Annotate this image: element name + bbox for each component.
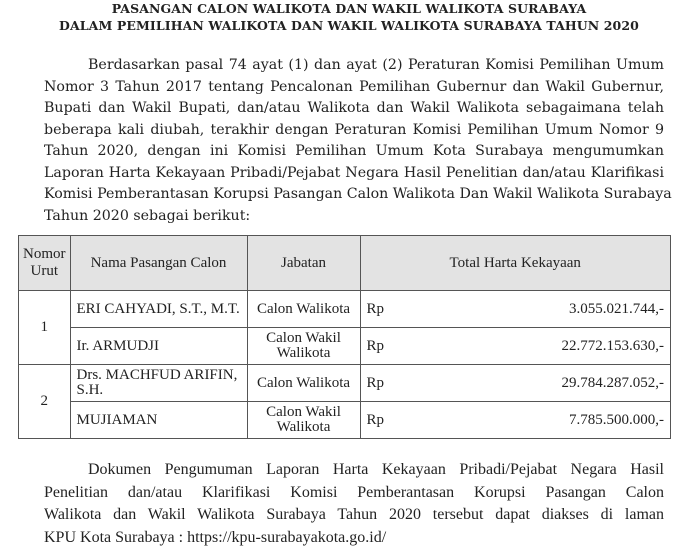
candidate-name: Ir. ARMUDJI xyxy=(70,328,247,365)
intro-paragraph xyxy=(0,55,672,227)
header-role: Jabatan xyxy=(247,236,360,291)
currency: Rp xyxy=(360,402,400,439)
currency: Rp xyxy=(360,328,400,365)
table-header xyxy=(19,236,671,291)
table-row xyxy=(19,328,671,365)
candidate-role: Calon Walikota xyxy=(247,291,360,328)
candidate-name: Drs. MACHFUD ARIFIN, S.H. xyxy=(70,365,247,402)
wealth-table xyxy=(18,235,671,439)
closing-line: KPU Kota Surabaya : https://kpu-surabayakota.go.id/ xyxy=(44,528,387,546)
amount: 29.784.287.052,- xyxy=(400,365,671,402)
candidate-name: ERI CAHYADI, S.T., M.T. xyxy=(70,291,247,328)
table-row xyxy=(19,291,671,328)
intro-line: Tahun 2020, dengan ini Komisi Pemilihan Umum Kota Surabaya mengumumkan xyxy=(44,143,664,159)
candidate-role: Calon Wakil Walikota xyxy=(247,328,360,365)
table-row xyxy=(19,402,671,439)
amount: 3.055.021.744,- xyxy=(400,291,671,328)
intro-line: Komisi Pemberantasan Korupsi Pasangan Calon Walikota Dan Wakil Walikota Surabaya xyxy=(44,186,672,202)
intro-line: Berdasarkan pasal 74 ayat (1) dan ayat (2) Peraturan Komisi Pemilihan Umum xyxy=(88,57,664,73)
amount: 7.785.500.000,- xyxy=(400,402,671,439)
closing-line: Walikota dan Wakil Walikota Surabaya Tahun 2020 tersebut dapat diakses di laman xyxy=(44,506,664,524)
candidate-name: MUJIAMAN xyxy=(70,402,247,439)
title-line-2: DALAM PEMILIHAN WALIKOTA DAN WAKIL WALIKOTA SURABAYA TAHUN 2020 xyxy=(59,18,639,33)
intro-line: beberapa kali diubah, terakhir dengan Peraturan Komisi Pemilihan Umum Nomor 9 xyxy=(44,121,664,138)
closing-line: Dokumen Pengumuman Laporan Harta Kekayaan Pribadi/Pejabat Negara Hasil xyxy=(88,461,664,478)
currency: Rp xyxy=(360,365,400,402)
table-row xyxy=(19,365,671,402)
currency: Rp xyxy=(360,291,400,328)
closing-paragraph xyxy=(0,459,664,549)
intro-line: Nomor 3 Tahun 2017 tentang Pencalonan Pemilihan Gubernur dan Wakil Gubernur, xyxy=(44,78,664,95)
closing-line: Penelitian dan/atau Klarifikasi Komisi Pemberantasan Korupsi Pasangan Calon xyxy=(44,483,664,501)
candidate-role: Calon Walikota xyxy=(247,365,360,402)
intro-line: Laporan Harta Kekayaan Pribadi/Pejabat Negara Hasil Penelitian dan/atau Klarifikasi xyxy=(44,164,664,181)
title-line-1: PASANGAN CALON WALIKOTA DAN WAKIL WALIKOTA SURABAYA xyxy=(111,1,587,16)
header-name: Nama Pasangan Calon xyxy=(70,236,247,291)
amount: 22.772.153.630,- xyxy=(400,328,671,365)
pair-number: 1 xyxy=(19,291,71,365)
header-no: Nomor Urut xyxy=(19,236,71,291)
header-wealth: Total Harta Kekayaan xyxy=(360,236,671,291)
pair-number: 2 xyxy=(19,365,71,439)
candidate-role: Calon Wakil Walikota xyxy=(247,402,360,439)
intro-line: Bupati dan Wakil Bupati, dan/atau Walikota dan Wakil Walikota sebagaimana telah xyxy=(44,100,664,116)
intro-line: Tahun 2020 sebagai berikut: xyxy=(44,207,251,224)
